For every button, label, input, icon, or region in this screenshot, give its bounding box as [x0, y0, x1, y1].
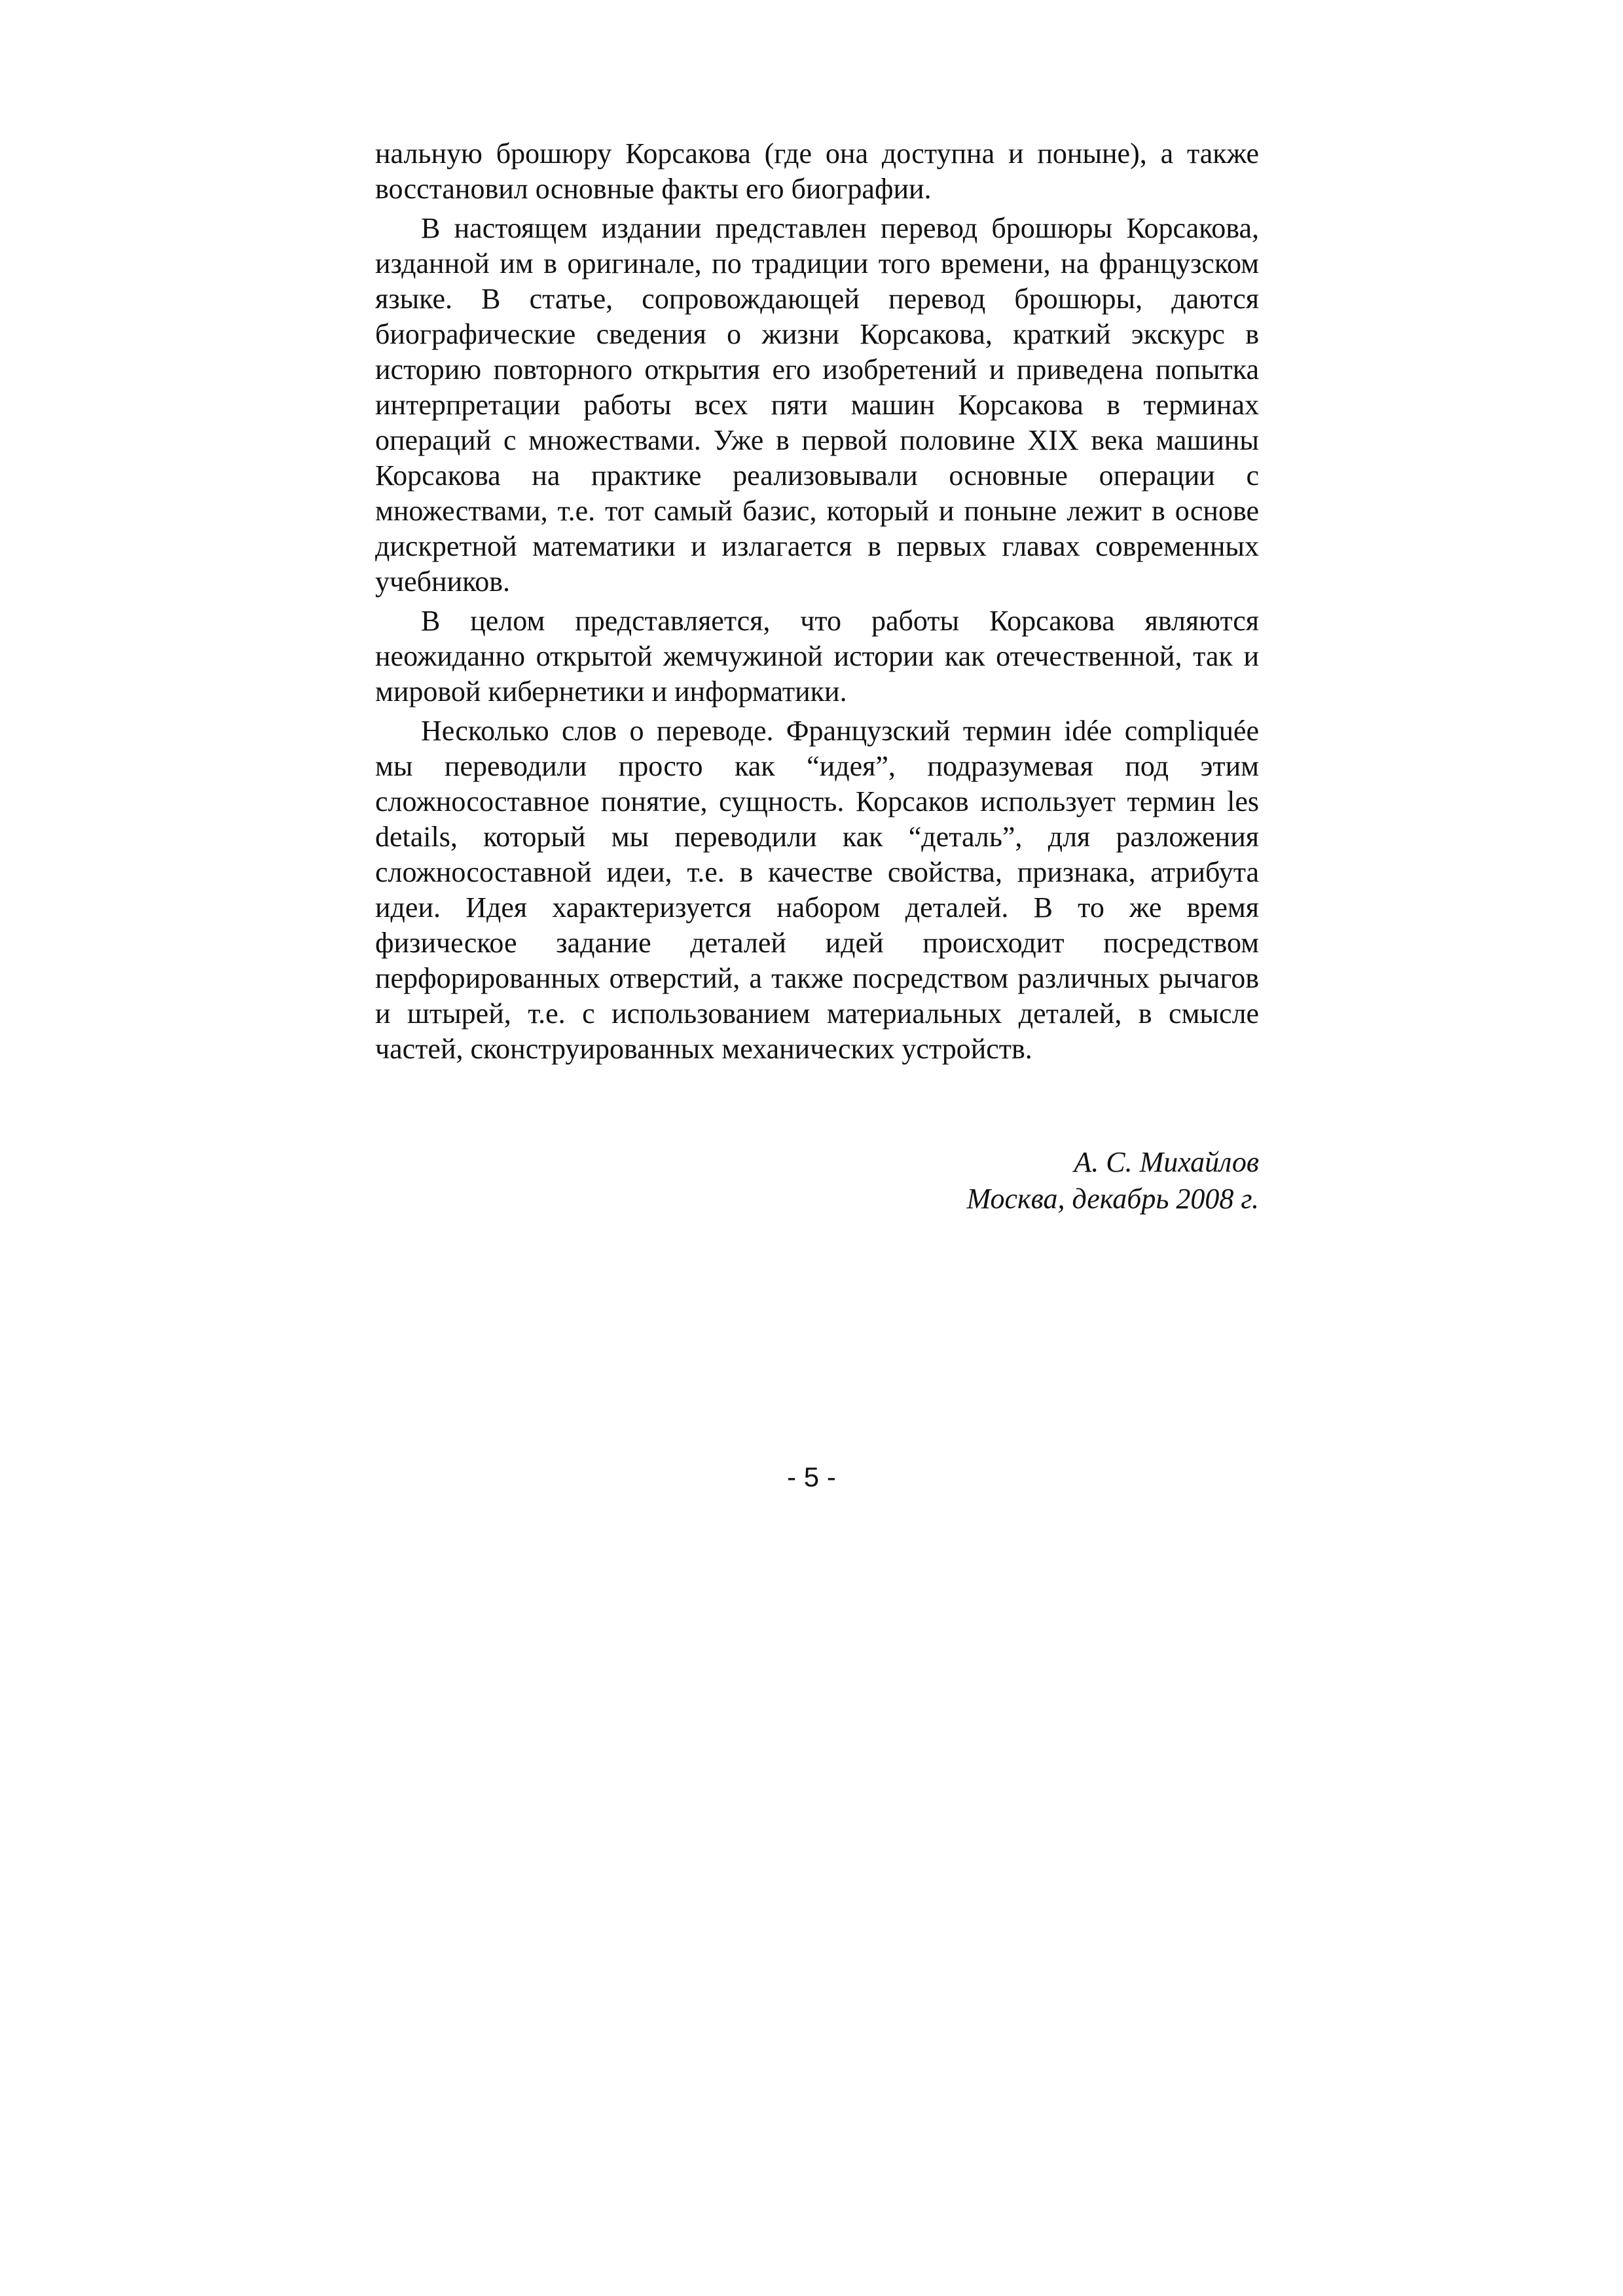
signature-block	[375, 1144, 1259, 1217]
signature-author: А. С. Михайлов	[1074, 1146, 1259, 1178]
paragraph-conclusion: В целом представляется, что работы Корсакова являются неожиданно открытой жемчужиной истории как отечественной, так и мировой кибернетики и информатики.	[375, 605, 1259, 708]
paragraph-edition-description: В настоящем издании представлен перевод брошюры Корсакова, изданной им в оригинале, по традиции того времени, на французском языке. В статье, сопровождающей перевод брошюры, даются биографические сведения о жизни Корсакова, краткий экскурс в историю повторного открытия его изобретений и приведена попытка интерпретации работы всех пяти машин Корсакова в терминах операций с множествами. Уже в первой половине XIX века машины Корсакова на практике реализовывали основные операции с множествами, т.е. тот самый базис, который и поныне лежит в основе дискретной математики и излагается в первых главах современных учебников.	[375, 212, 1259, 598]
paragraph-translation-note: Несколько слов о переводе. Французский термин idée compliquée мы переводили просто как “идея”, подразумевая под этим сложносоставное понятие, сущность. Корсаков использует термин les details, который мы переводили как “деталь”, для разложения сложносоставной идеи, т.е. в качестве свойства, признака, атрибута идеи. Идея характеризуется набором деталей. В то же время физическое задание деталей идей происходит посредством перфорированных отверстий, а также посредством различных рычагов и штырей, т.е. с использованием материальных деталей, в смысле частей, сконструированных механических устройств.	[375, 715, 1259, 1065]
paragraph-continuation: нальную брошюру Корсакова (где она доступна и поныне), а также восстановил основные факты его биографии.	[375, 137, 1259, 205]
page-number: - 5 -	[787, 1462, 836, 1492]
body-text	[375, 136, 1259, 1067]
signature-place-date: Москва, декабрь 2008 г.	[966, 1183, 1259, 1215]
